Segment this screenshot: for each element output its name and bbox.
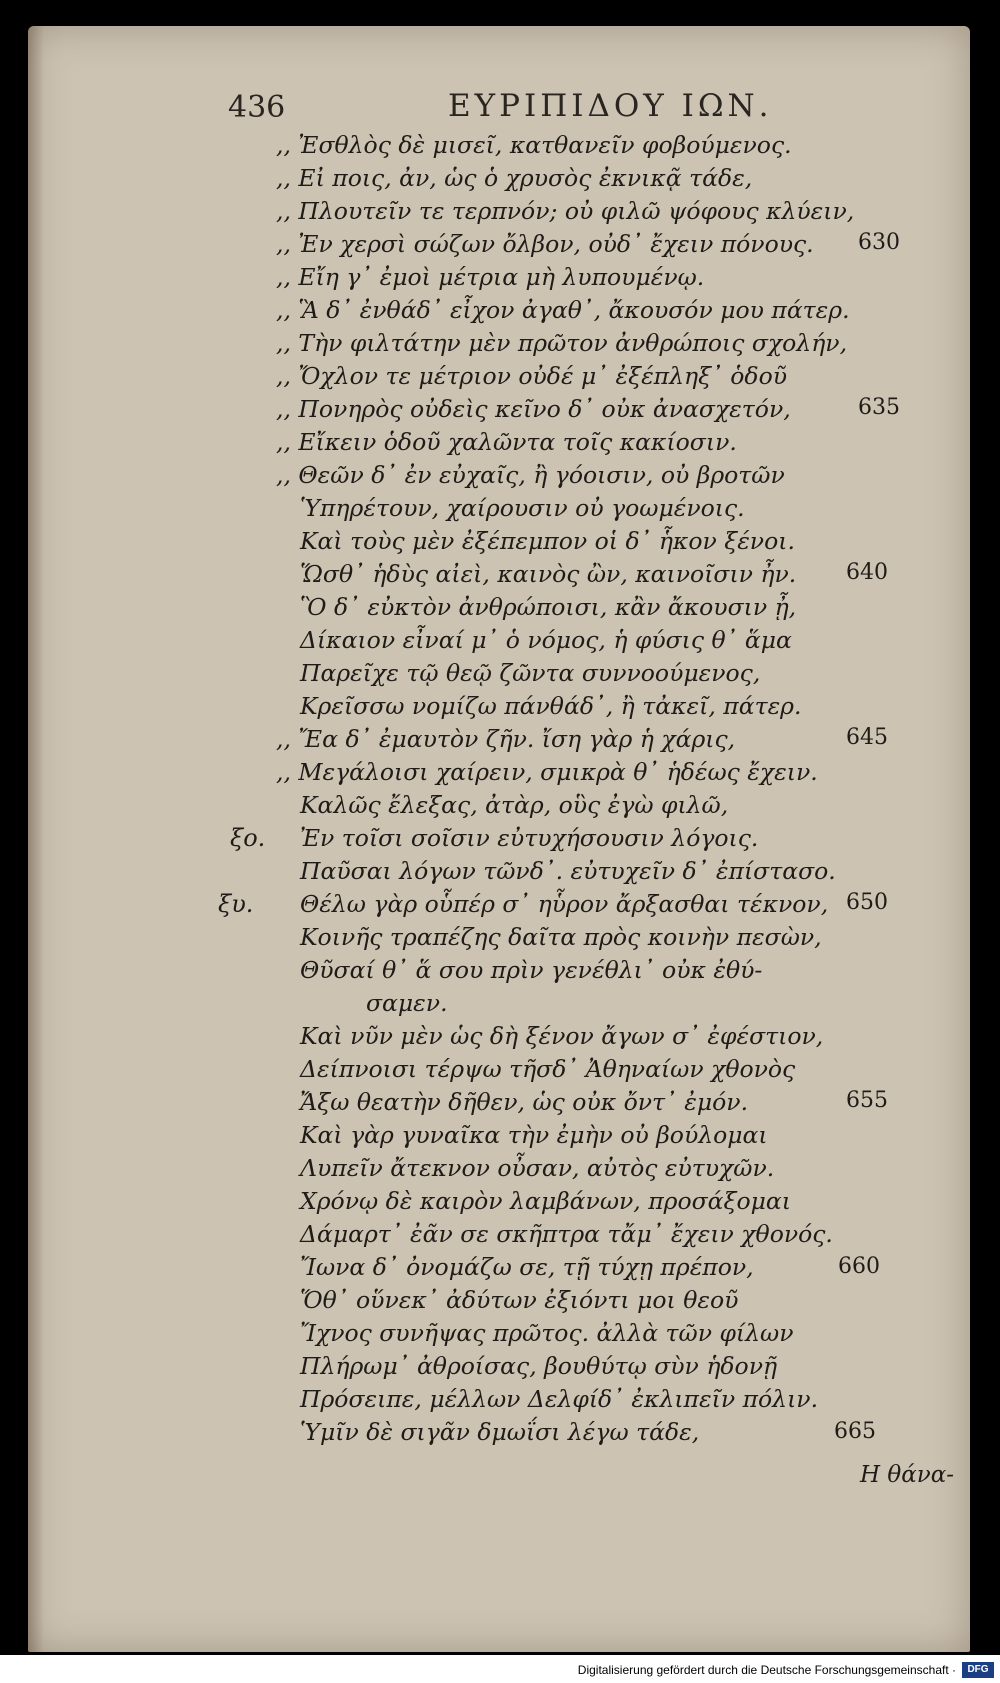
verse-line: Πλήρωμ᾽ ἀθροίσας, βουθύτῳ σὺν ἡδονῇ xyxy=(300,1352,778,1380)
verse-line: ,, Ἐν χερσὶ σώζων ὄλβον, οὐδ᾽ ἔχειν πόνους. xyxy=(276,230,814,258)
verse-line: Χρόνῳ δὲ καιρὸν λαμβάνων, προσάξομαι xyxy=(300,1187,791,1215)
line-number: 640 xyxy=(846,560,888,585)
speaker-label: ξο. xyxy=(230,824,266,852)
catchword: Η θάνα- xyxy=(860,1462,955,1488)
verse-line: Θῦσαί θ᾽ ἅ σου πρὶν γενέθλι᾽ οὐκ ἐθύ- xyxy=(300,956,763,984)
verse-line: Ὥσθ᾽ ἡδὺς αἰεὶ, καινὸς ὢν, καινοῖσιν ἦν. xyxy=(300,560,797,588)
verse-line: Ὑμῖν δὲ σιγᾶν δμωΐσι λέγω τάδε, xyxy=(300,1418,700,1446)
verse-line: Κρεῖσσω νομίζω πάνθάδ᾽, ἢ τἀκεῖ, πάτερ. xyxy=(300,692,802,720)
verse-line: ,, Μεγάλοισι χαίρειν, σμικρὰ θ᾽ ἡδέως ἔχειν. xyxy=(276,758,818,786)
line-number: 630 xyxy=(858,230,900,255)
verse-line: ,, Εἴη γ᾽ ἐμοὶ μέτρια μὴ λυπουμένῳ. xyxy=(276,263,705,291)
verse-line: Καὶ τοὺς μὲν ἐξέπεμπον οἱ δ᾽ ἧκον ξένοι. xyxy=(300,527,795,555)
footer-bar xyxy=(0,1655,1000,1683)
verse-line: ,, Ὄχλον τε μέτριον οὐδέ μ᾽ ἐξέπληξ᾽ ὁδοῦ xyxy=(276,362,787,390)
verse-line: Καλῶς ἔλεξας, ἀτὰρ, οὓς ἐγὼ φιλῶ, xyxy=(300,791,729,819)
verse-line: Ἴχνος συνῆψας πρῶτος. ἀλλὰ τῶν φίλων xyxy=(300,1319,794,1347)
verse-line: Δάμαρτ᾽ ἐᾶν σε σκῆπτρα τἄμ᾽ ἔχειν χθονός. xyxy=(300,1220,833,1248)
verse-line: Θέλω γὰρ οὗπέρ σ᾽ ηὗρον ἄρξασθαι τέκνον, xyxy=(300,890,829,918)
line-number: 635 xyxy=(858,395,900,420)
verse-line: σαμεν. xyxy=(366,989,448,1017)
verse-line: Ὃ δ᾽ εὐκτὸν ἀνθρώποισι, κἂν ἄκουσιν ᾖ, xyxy=(300,593,797,621)
funding-credit: Digitalisierung gefördert durch die Deutsche Forschungsgemeinschaft · xyxy=(577,1663,956,1677)
verse-line: Δείπνοισι τέρψω τῆσδ᾽ Ἀθηναίων χθονὸς xyxy=(300,1055,796,1083)
verse-line: ,, Πλουτεῖν τε τερπνόν; οὐ φιλῶ ψόφους κλύειν, xyxy=(276,197,855,225)
verse-line: Ἐν τοῖσι σοῖσιν εὐτυχήσουσιν λόγοις. xyxy=(300,824,759,852)
verse-line: ,, Πονηρὸς οὐδεὶς κεῖνο δ᾽ οὐκ ἀνασχετόν, xyxy=(276,395,791,423)
verse-line: Ἴωνα δ᾽ ὀνομάζω σε, τῇ τύχῃ πρέπον, xyxy=(300,1253,754,1281)
verse-line: Ἄξω θεατὴν δῆθεν, ὡς οὐκ ὄντ᾽ ἐμόν. xyxy=(300,1088,749,1116)
line-number: 650 xyxy=(846,890,888,915)
verse-line: ,, Ἐσθλὸς δὲ μισεῖ, κατθανεῖν φοβούμενος. xyxy=(276,131,792,159)
verse-line: ,, Ἃ δ᾽ ἐνθάδ᾽ εἶχον ἀγαθ᾽, ἄκουσόν μου πάτερ. xyxy=(276,296,850,324)
verse-line: Κοινῆς τραπέζης δαῖτα πρὸς κοινὴν πεσὼν, xyxy=(300,923,822,951)
line-number: 660 xyxy=(838,1254,880,1279)
verse-line: ,, Εἴκειν ὁδοῦ χαλῶντα τοῖς κακίοσιν. xyxy=(276,428,737,456)
line-number: 645 xyxy=(846,725,888,750)
verse-line: ,, Εἰ ποις, ἀν, ὡς ὁ χρυσὸς ἐκνικᾷ τάδε, xyxy=(276,164,753,192)
verse-line: Λυπεῖν ἄτεκνον οὖσαν, αὐτὸς εὐτυχῶν. xyxy=(300,1154,775,1182)
verse-line: Ὑπηρέτουν, χαίρουσιν οὐ γοωμένοις. xyxy=(300,494,745,522)
speaker-label: ξυ. xyxy=(218,890,254,918)
verse-line: ,, Τὴν φιλτάτην μὲν πρῶτον ἀνθρώποις σχολήν, xyxy=(276,329,848,357)
verse-line: Παῦσαι λόγων τῶνδ᾽. εὐτυχεῖν δ᾽ ἐπίστασο. xyxy=(300,857,836,885)
running-title: ΕΥΡΙΠΙΔΟΥ ΙΩΝ. xyxy=(448,88,773,124)
verse-line: Καὶ γὰρ γυναῖκα τὴν ἐμὴν οὐ βούλομαι xyxy=(300,1121,768,1149)
line-number: 655 xyxy=(846,1088,888,1113)
verse-line: Ὅθ᾽ οὕνεκ᾽ ἀδύτων ἐξιόντι μοι θεοῦ xyxy=(300,1286,739,1314)
verse-line: ,, Ἔα δ᾽ ἐμαυτὸν ζῆν. ἴση γὰρ ἡ χάρις, xyxy=(276,725,736,753)
verse-line: Παρεῖχε τῷ θεῷ ζῶντα συννοούμενος, xyxy=(300,659,761,687)
verse-line: Δίκαιον εἶναί μ᾽ ὁ νόμος, ἡ φύσις θ᾽ ἅμα xyxy=(300,626,792,654)
line-number: 665 xyxy=(834,1419,876,1444)
verse-text xyxy=(28,26,970,1652)
verse-line: Καὶ νῦν μὲν ὡς δὴ ξένον ἄγων σ᾽ ἐφέστιον, xyxy=(300,1022,824,1050)
dfg-logo-icon: DFG xyxy=(962,1662,994,1678)
verse-line: ,, Θεῶν δ᾽ ἐν εὐχαῖς, ἢ γόοισιν, οὐ βροτῶν xyxy=(276,461,785,489)
book-page xyxy=(28,26,970,1652)
verse-line: Πρόσειπε, μέλλων Δελφίδ᾽ ἐκλιπεῖν πόλιν. xyxy=(300,1385,819,1413)
page-number: 436 xyxy=(228,90,286,125)
